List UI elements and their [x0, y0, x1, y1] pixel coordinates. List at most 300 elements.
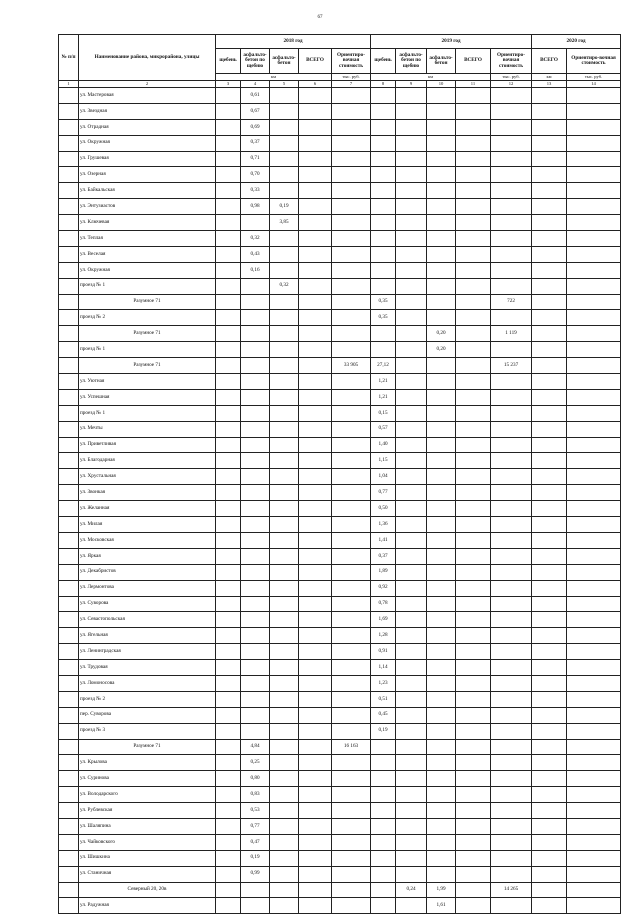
cell	[567, 183, 621, 199]
header-number: № п/п	[59, 35, 79, 81]
cell	[59, 517, 79, 533]
cell	[567, 485, 621, 501]
cell	[427, 548, 456, 564]
value-cell: 0,25	[241, 755, 270, 771]
cell	[332, 898, 371, 914]
cell	[299, 485, 332, 501]
table-row	[59, 675, 621, 691]
cell	[59, 103, 79, 119]
cell	[216, 707, 241, 723]
cell	[299, 310, 332, 326]
cell	[396, 580, 427, 596]
cell	[216, 135, 241, 151]
header-2018-shcheben: щебень	[216, 49, 241, 74]
cell	[396, 501, 427, 517]
cell	[567, 469, 621, 485]
cell	[396, 723, 427, 739]
cell	[332, 675, 371, 691]
cell	[59, 548, 79, 564]
cell	[59, 278, 79, 294]
street-name: ул. Чайковского	[79, 834, 216, 850]
street-name: ул. Севастопольская	[79, 612, 216, 628]
table-row	[59, 199, 621, 215]
cell	[396, 612, 427, 628]
column-number: 14	[567, 81, 621, 88]
cell	[532, 818, 567, 834]
cell	[270, 739, 299, 755]
cell	[491, 199, 532, 215]
cell	[59, 135, 79, 151]
cell	[299, 850, 332, 866]
cell	[567, 532, 621, 548]
cell	[270, 374, 299, 390]
cell	[456, 755, 491, 771]
value-cell: 0,19	[241, 850, 270, 866]
cell	[532, 803, 567, 819]
cell	[427, 469, 456, 485]
value-cell: 0,45	[371, 707, 396, 723]
cell	[332, 644, 371, 660]
cell	[241, 437, 270, 453]
table-row	[59, 771, 621, 787]
table-row	[59, 866, 621, 882]
cell	[332, 501, 371, 517]
cell	[456, 517, 491, 533]
cell	[216, 215, 241, 231]
cell	[532, 199, 567, 215]
cell	[427, 517, 456, 533]
cell	[59, 405, 79, 421]
cell	[427, 167, 456, 183]
cell	[456, 691, 491, 707]
cell	[332, 215, 371, 231]
cell	[532, 342, 567, 358]
section-name: Разумное 71	[79, 358, 216, 374]
table-row	[59, 612, 621, 628]
value-cell: 14 265	[491, 882, 532, 898]
cell	[427, 199, 456, 215]
cell	[332, 151, 371, 167]
cell	[532, 437, 567, 453]
cell	[532, 103, 567, 119]
cell	[567, 262, 621, 278]
cell	[371, 167, 396, 183]
cell	[532, 231, 567, 247]
street-name: ул. Успешная	[79, 389, 216, 405]
column-number: 7	[332, 81, 371, 88]
cell	[427, 278, 456, 294]
value-cell: 0,99	[241, 866, 270, 882]
value-cell: 1,04	[371, 469, 396, 485]
cell	[371, 898, 396, 914]
cell	[427, 644, 456, 660]
cell	[270, 246, 299, 262]
street-name: ул. Станичная	[79, 866, 216, 882]
cell	[59, 596, 79, 612]
cell	[456, 151, 491, 167]
cell	[456, 850, 491, 866]
cell	[270, 723, 299, 739]
cell	[59, 501, 79, 517]
table-row	[59, 501, 621, 517]
cell	[270, 326, 299, 342]
cell	[532, 675, 567, 691]
cell	[532, 882, 567, 898]
street-name: ул. Трудовая	[79, 660, 216, 676]
cell	[59, 167, 79, 183]
cell	[241, 326, 270, 342]
table-row	[59, 660, 621, 676]
cell	[456, 596, 491, 612]
unit-2018-rub: тыс. руб.	[332, 74, 371, 81]
value-cell: 0,61	[241, 88, 270, 104]
cell	[396, 564, 427, 580]
cell	[299, 453, 332, 469]
column-number: 13	[532, 81, 567, 88]
cell	[216, 501, 241, 517]
cell	[270, 485, 299, 501]
cell	[396, 485, 427, 501]
street-name: ул. Рублевская	[79, 803, 216, 819]
cell	[241, 453, 270, 469]
table-row	[59, 517, 621, 533]
cell	[332, 469, 371, 485]
cell	[532, 405, 567, 421]
cell	[491, 389, 532, 405]
cell	[299, 374, 332, 390]
cell	[491, 691, 532, 707]
cell	[532, 580, 567, 596]
cell	[270, 564, 299, 580]
value-cell: 0,43	[241, 246, 270, 262]
cell	[532, 183, 567, 199]
cell	[427, 580, 456, 596]
cell	[427, 501, 456, 517]
street-name: ул. Энтузиастов	[79, 199, 216, 215]
cell	[532, 374, 567, 390]
cell	[532, 834, 567, 850]
cell	[456, 739, 491, 755]
cell	[59, 866, 79, 882]
street-name: ул. Шаляпина	[79, 818, 216, 834]
cell	[396, 803, 427, 819]
cell	[491, 548, 532, 564]
cell	[216, 675, 241, 691]
cell	[532, 421, 567, 437]
cell	[427, 310, 456, 326]
cell	[270, 803, 299, 819]
cell	[216, 246, 241, 262]
cell	[491, 739, 532, 755]
cell	[241, 278, 270, 294]
cell	[491, 660, 532, 676]
cell	[371, 739, 396, 755]
cell	[270, 437, 299, 453]
header-2018-asf-po-shch: асфальто-бетон по щебню	[241, 49, 270, 74]
cell	[216, 532, 241, 548]
cell	[299, 517, 332, 533]
value-cell: 16 163	[332, 739, 371, 755]
street-name: ул. Звонкая	[79, 485, 216, 501]
value-cell: 1,40	[371, 437, 396, 453]
cell	[491, 755, 532, 771]
cell	[299, 135, 332, 151]
cell	[567, 278, 621, 294]
cell	[456, 167, 491, 183]
cell	[532, 755, 567, 771]
cell	[59, 803, 79, 819]
cell	[456, 628, 491, 644]
street-name: проезд № 2	[79, 310, 216, 326]
street-name: ул. Яркая	[79, 548, 216, 564]
cell	[491, 850, 532, 866]
header-2018-cost: Ориентиро-вочная стоимость	[332, 49, 371, 74]
cell	[427, 723, 456, 739]
cell	[567, 707, 621, 723]
table-row	[59, 564, 621, 580]
page-number: 67	[317, 15, 323, 20]
cell	[491, 405, 532, 421]
cell	[241, 421, 270, 437]
cell	[216, 389, 241, 405]
cell	[332, 199, 371, 215]
cell	[567, 389, 621, 405]
cell	[427, 389, 456, 405]
cell	[491, 310, 532, 326]
section-name: Разумное 71	[79, 326, 216, 342]
cell	[216, 326, 241, 342]
cell	[456, 453, 491, 469]
cell	[456, 612, 491, 628]
cell	[299, 755, 332, 771]
value-cell: 0,51	[371, 691, 396, 707]
cell	[427, 675, 456, 691]
column-number: 2	[79, 81, 216, 88]
cell	[299, 866, 332, 882]
value-cell: 0,16	[241, 262, 270, 278]
cell	[396, 358, 427, 374]
cell	[427, 231, 456, 247]
cell	[456, 215, 491, 231]
cell	[299, 723, 332, 739]
cell	[241, 707, 270, 723]
cell	[216, 866, 241, 882]
table-row	[59, 818, 621, 834]
cell	[396, 199, 427, 215]
cell	[567, 787, 621, 803]
table-row	[59, 755, 621, 771]
header-2019-cost: Ориентиро-вочная стоимость	[491, 49, 532, 74]
cell	[567, 342, 621, 358]
cell	[396, 135, 427, 151]
cell	[241, 389, 270, 405]
table-row	[59, 374, 621, 390]
cell	[332, 278, 371, 294]
cell	[456, 787, 491, 803]
value-cell: 0,20	[427, 342, 456, 358]
cell	[567, 596, 621, 612]
cell	[332, 453, 371, 469]
table-row	[59, 787, 621, 803]
cell	[332, 294, 371, 310]
street-name: ул. Ключевая	[79, 215, 216, 231]
cell	[299, 119, 332, 135]
cell	[59, 628, 79, 644]
cell	[59, 485, 79, 501]
cell	[270, 358, 299, 374]
cell	[427, 437, 456, 453]
cell	[299, 88, 332, 104]
cell	[532, 850, 567, 866]
street-name: ул. Лермонтова	[79, 580, 216, 596]
column-number: 12	[491, 81, 532, 88]
cell	[456, 342, 491, 358]
cell	[491, 262, 532, 278]
cell	[241, 596, 270, 612]
value-cell: 0,33	[241, 183, 270, 199]
cell	[371, 183, 396, 199]
cell	[332, 850, 371, 866]
value-cell: 0,77	[371, 485, 396, 501]
street-name: ул. Крылова	[79, 755, 216, 771]
table-row	[59, 453, 621, 469]
cell	[59, 231, 79, 247]
cell	[567, 501, 621, 517]
table-row	[59, 231, 621, 247]
cell	[567, 818, 621, 834]
header-name: Наименование района, микрорайона, улицы	[79, 35, 216, 81]
cell	[270, 532, 299, 548]
header-2018-asf: асфальто-бетон	[270, 49, 299, 74]
cell	[241, 215, 270, 231]
cell	[299, 294, 332, 310]
table-row	[59, 88, 621, 104]
cell	[491, 501, 532, 517]
value-cell: 1,21	[371, 374, 396, 390]
cell	[427, 88, 456, 104]
cell	[456, 469, 491, 485]
value-cell: 4,84	[241, 739, 270, 755]
street-name: проезд № 2	[79, 691, 216, 707]
cell	[567, 723, 621, 739]
cell	[532, 739, 567, 755]
value-cell: 0,47	[241, 834, 270, 850]
table-row	[59, 421, 621, 437]
cell	[532, 517, 567, 533]
cell	[456, 532, 491, 548]
cell	[332, 103, 371, 119]
street-name: ул. Мечты	[79, 421, 216, 437]
cell	[456, 135, 491, 151]
cell	[396, 278, 427, 294]
cell	[532, 167, 567, 183]
cell	[270, 834, 299, 850]
cell	[270, 119, 299, 135]
cell	[456, 882, 491, 898]
cell	[270, 628, 299, 644]
cell	[371, 246, 396, 262]
cell	[332, 564, 371, 580]
cell	[491, 818, 532, 834]
cell	[567, 834, 621, 850]
cell	[427, 453, 456, 469]
value-cell: 1,36	[371, 517, 396, 533]
cell	[532, 707, 567, 723]
cell	[567, 294, 621, 310]
cell	[456, 771, 491, 787]
cell	[332, 803, 371, 819]
cell	[270, 421, 299, 437]
cell	[332, 167, 371, 183]
cell	[371, 326, 396, 342]
cell	[491, 231, 532, 247]
cell	[216, 739, 241, 755]
value-cell: 0,32	[270, 278, 299, 294]
value-cell: 0,20	[427, 326, 456, 342]
street-name: ул. Озерная	[79, 167, 216, 183]
cell	[216, 358, 241, 374]
cell	[427, 612, 456, 628]
cell	[532, 294, 567, 310]
cell	[567, 453, 621, 469]
cell	[396, 469, 427, 485]
cell	[216, 88, 241, 104]
cell	[270, 898, 299, 914]
cell	[396, 103, 427, 119]
header-2019-shcheben: щебень	[371, 49, 396, 74]
cell	[456, 501, 491, 517]
cell	[241, 485, 270, 501]
cell	[427, 262, 456, 278]
cell	[299, 787, 332, 803]
value-cell: 1,28	[371, 628, 396, 644]
header-year-2019: 2019 год	[371, 35, 532, 49]
cell	[532, 326, 567, 342]
cell	[59, 755, 79, 771]
value-cell: 0,53	[241, 803, 270, 819]
cell	[299, 675, 332, 691]
value-cell: 1,41	[371, 532, 396, 548]
section-name: Разумное 71	[79, 294, 216, 310]
cell	[241, 882, 270, 898]
cell	[216, 262, 241, 278]
cell	[456, 246, 491, 262]
cell	[532, 262, 567, 278]
cell	[427, 183, 456, 199]
cell	[299, 882, 332, 898]
cell	[532, 453, 567, 469]
cell	[491, 898, 532, 914]
cell	[241, 342, 270, 358]
cell	[270, 882, 299, 898]
cell	[567, 358, 621, 374]
cell	[270, 675, 299, 691]
cell	[299, 564, 332, 580]
cell	[270, 262, 299, 278]
table-row	[59, 803, 621, 819]
column-number: 10	[427, 81, 456, 88]
value-cell: 1,61	[427, 898, 456, 914]
street-name: ул. Володарского	[79, 787, 216, 803]
value-cell: 0,15	[371, 405, 396, 421]
cell	[567, 405, 621, 421]
cell	[427, 596, 456, 612]
cell	[332, 882, 371, 898]
cell	[491, 453, 532, 469]
table-row	[59, 628, 621, 644]
cell	[59, 215, 79, 231]
cell	[270, 771, 299, 787]
